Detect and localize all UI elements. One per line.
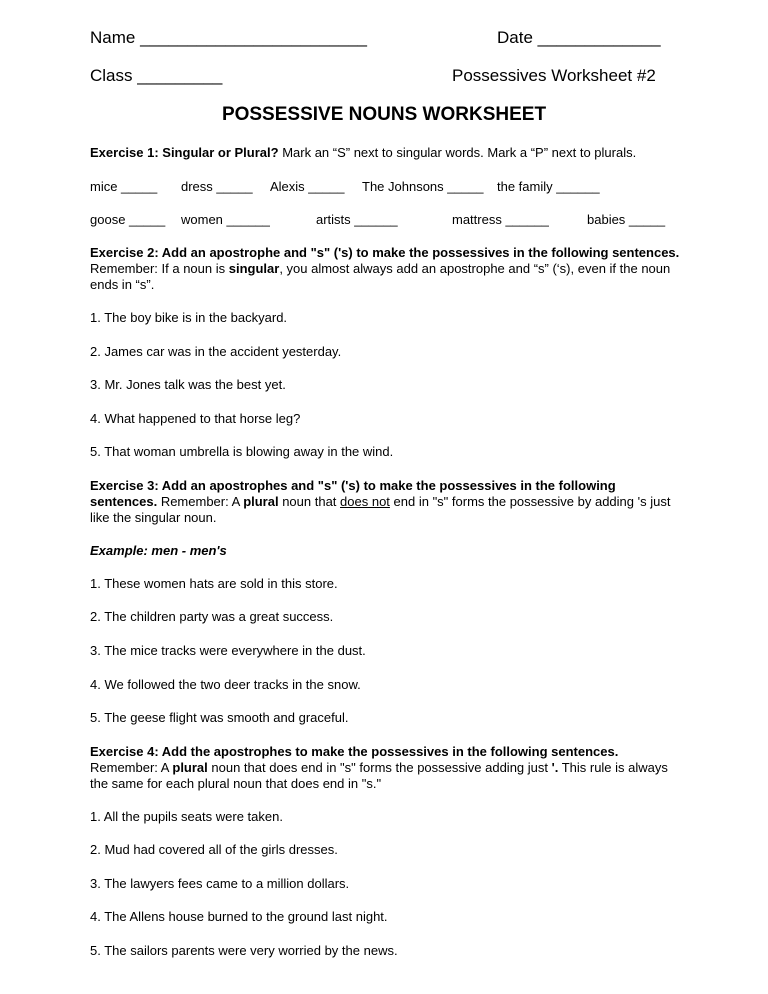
ex4-sentence: 1. All the pupils seats were taken. xyxy=(90,809,283,824)
ex1-word-item: women ______ xyxy=(181,212,270,227)
ex1-word-item: mattress ______ xyxy=(452,212,549,227)
exercise-3-instructions xyxy=(90,478,680,526)
exercise-3-reminder-text: Remember: A xyxy=(157,494,244,509)
ex3-sentence: 1. These women hats are sold in this store. xyxy=(90,576,338,591)
ex1-word-item: the family ______ xyxy=(497,179,600,194)
name-field-label: Name ________________________ xyxy=(90,28,367,47)
ex1-word-item: The Johnsons _____ xyxy=(362,179,484,194)
ex4-sentence: 4. The Allens house burned to the ground last night. xyxy=(90,909,388,924)
exercise-4-reminder-bold: plural xyxy=(172,760,208,775)
exercise-2-reminder-text: , you almost always add an apostrophe and “s” (‘s), even if the noun ends in “s”. xyxy=(90,261,671,292)
exercise-3-reminder-underline: does not xyxy=(340,494,390,509)
exercise-1-instruction-text: Mark an “S” next to singular words. Mark a “P” next to plurals. xyxy=(278,145,637,160)
exercise-4-reminder-text: This rule is always the same for each plural noun that does end in "s." xyxy=(90,760,668,791)
exercise-2-heading: Exercise 2: Add an apostrophe and "s" ('s) to make the possessives in the following sentences. xyxy=(90,245,680,260)
ex2-sentence: 2. James car was in the accident yesterday. xyxy=(90,344,342,359)
exercise-3-example: Example: men - men's xyxy=(90,543,227,558)
exercise-1-heading: Exercise 1: Singular or Plural? xyxy=(90,145,279,160)
ex3-sentence: 5. The geese flight was smooth and graceful. xyxy=(90,710,349,725)
ex4-sentence: 5. The sailors parents were very worried by the news. xyxy=(90,943,398,958)
exercise-4-instructions xyxy=(90,744,680,792)
ex1-word-item: babies _____ xyxy=(587,212,666,227)
class-field-label: Class _________ xyxy=(90,66,223,85)
worksheet-number: Possessives Worksheet #2 xyxy=(452,66,656,85)
exercise-4-reminder-bold: '. xyxy=(551,760,559,775)
ex2-sentence: 1. The boy bike is in the backyard. xyxy=(90,310,288,325)
ex1-word-item: mice _____ xyxy=(90,179,158,194)
exercise-1-instructions xyxy=(90,145,680,161)
exercise-4-reminder-text: Remember: A xyxy=(90,760,173,775)
exercise-2-instructions xyxy=(90,245,680,293)
ex3-sentence: 2. The children party was a great success. xyxy=(90,609,334,624)
exercise-4-reminder-text: noun that does end in "s" forms the possessive adding just xyxy=(207,760,552,775)
exercise-3-heading: Exercise 3: Add an apostrophes and "s" ('s) to make the possessives in the following sentences. xyxy=(90,478,616,509)
ex2-sentence: 5. That woman umbrella is blowing away in the wind. xyxy=(90,444,394,459)
exercise-2-reminder-text: Remember: If a noun is xyxy=(90,261,229,276)
ex3-sentence: 4. We followed the two deer tracks in the snow. xyxy=(90,677,361,692)
exercise-3-reminder-bold: plural xyxy=(243,494,279,509)
ex2-sentence: 4. What happened to that horse leg? xyxy=(90,411,301,426)
ex1-word-item: artists ______ xyxy=(316,212,398,227)
exercise-4-heading: Exercise 4: Add the apostrophes to make the possessives in the following sentences. xyxy=(90,744,619,759)
date-field-label: Date _____________ xyxy=(497,28,661,47)
exercise-2-reminder-bold: singular xyxy=(228,261,280,276)
ex3-sentence: 3. The mice tracks were everywhere in the dust. xyxy=(90,643,366,658)
ex4-sentence: 3. The lawyers fees came to a million dollars. xyxy=(90,876,350,891)
ex1-word-item: dress _____ xyxy=(181,179,253,194)
ex1-word-item: goose _____ xyxy=(90,212,166,227)
ex4-sentence: 2. Mud had covered all of the girls dresses. xyxy=(90,842,338,857)
exercise-3-reminder-text: end in "s" forms the possessive by adding 's just like the singular noun. xyxy=(90,494,671,525)
exercise-3-reminder-text: noun that xyxy=(278,494,341,509)
page-title: POSSESSIVE NOUNS WORKSHEET xyxy=(221,104,547,125)
ex2-sentence: 3. Mr. Jones talk was the best yet. xyxy=(90,377,286,392)
ex1-word-item: Alexis _____ xyxy=(270,179,345,194)
